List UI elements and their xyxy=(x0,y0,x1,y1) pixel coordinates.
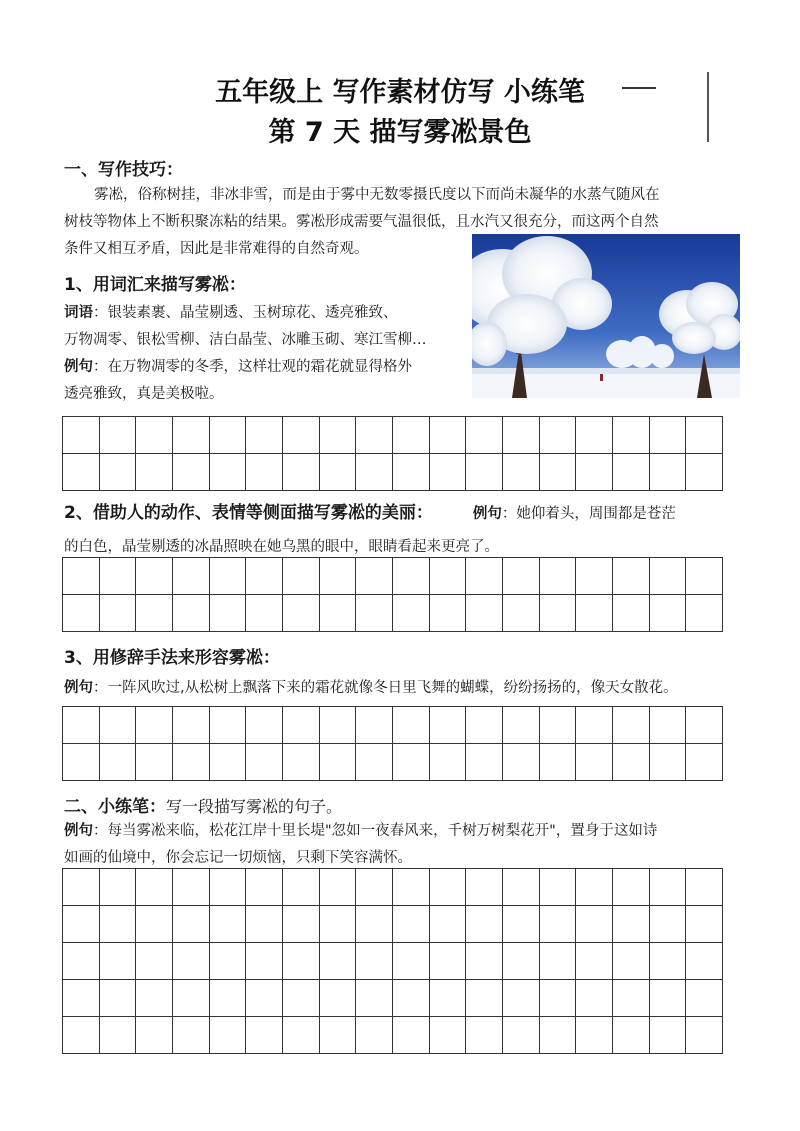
grid-cell[interactable] xyxy=(613,943,650,980)
grid-cell[interactable] xyxy=(430,869,467,906)
grid-cell[interactable] xyxy=(63,417,100,454)
practice-example xyxy=(64,818,764,872)
grid-cell[interactable] xyxy=(283,595,320,632)
grid-cell[interactable] xyxy=(173,1017,210,1054)
part3-example xyxy=(64,675,764,702)
grid-cell[interactable] xyxy=(100,417,137,454)
grid-cell[interactable] xyxy=(393,454,430,491)
grid-cell[interactable] xyxy=(503,595,540,632)
grid-cell[interactable] xyxy=(466,558,503,595)
grid-cell[interactable] xyxy=(246,943,283,980)
grid-cell[interactable] xyxy=(136,417,173,454)
grid-cell[interactable] xyxy=(650,980,687,1017)
grid-cell[interactable] xyxy=(430,980,467,1017)
grid-cell[interactable] xyxy=(283,707,320,744)
grid-cell[interactable] xyxy=(393,980,430,1017)
grid-cell[interactable] xyxy=(393,943,430,980)
part1-content xyxy=(64,300,469,408)
grid-cell[interactable] xyxy=(576,744,613,781)
grid-cell[interactable] xyxy=(686,558,723,595)
grid-cell[interactable] xyxy=(173,744,210,781)
grid-cell[interactable] xyxy=(430,417,467,454)
grid-cell[interactable] xyxy=(466,595,503,632)
grid-cell[interactable] xyxy=(246,595,283,632)
section-heading-techniques: 一、写作技巧： xyxy=(64,160,183,180)
example-label: 例句 xyxy=(64,359,93,375)
grid-cell[interactable] xyxy=(173,417,210,454)
grid-cell[interactable] xyxy=(540,869,577,906)
example-line: 透亮雅致，真是美极啦。 xyxy=(64,386,224,402)
grid-cell[interactable] xyxy=(430,906,467,943)
grid-cell[interactable] xyxy=(63,1017,100,1054)
grid-cell[interactable] xyxy=(503,417,540,454)
grid-cell[interactable] xyxy=(100,707,137,744)
grid-cell[interactable] xyxy=(173,943,210,980)
grid-cell[interactable] xyxy=(100,744,137,781)
grid-cell[interactable] xyxy=(576,980,613,1017)
grid-cell[interactable] xyxy=(466,869,503,906)
example-text: ：每当雾凇来临，松花江岸十里长堤"忽如一夜春风来，千树万树梨花开"，置身于这如诗 xyxy=(93,823,658,839)
grid-cell[interactable] xyxy=(613,869,650,906)
grid-cell[interactable] xyxy=(320,558,357,595)
grid-cell[interactable] xyxy=(246,744,283,781)
grid-cell[interactable] xyxy=(210,595,247,632)
grid-cell[interactable] xyxy=(503,707,540,744)
grid-cell[interactable] xyxy=(650,558,687,595)
example-text: ：一阵风吹过,从松树上飘落下来的霜花就像冬日里飞舞的蝴蝶，纷纷扬扬的，像天女散花。 xyxy=(93,680,678,696)
grid-cell[interactable] xyxy=(320,417,357,454)
grid-cell[interactable] xyxy=(283,454,320,491)
grid-cell[interactable] xyxy=(466,906,503,943)
grid-cell[interactable] xyxy=(136,558,173,595)
grid-cell[interactable] xyxy=(686,943,723,980)
grid-cell[interactable] xyxy=(210,558,247,595)
part3-heading: 3、用修辞手法来形容雾凇： xyxy=(64,648,280,668)
grid-cell[interactable] xyxy=(613,595,650,632)
grid-cell[interactable] xyxy=(320,454,357,491)
grid-cell[interactable] xyxy=(540,707,577,744)
grid-cell[interactable] xyxy=(356,558,393,595)
grid-cell[interactable] xyxy=(650,454,687,491)
grid-cell[interactable] xyxy=(430,1017,467,1054)
grid-cell[interactable] xyxy=(650,943,687,980)
grid-cell[interactable] xyxy=(393,744,430,781)
rime-tree-photo-svg xyxy=(472,234,740,398)
grid-cell[interactable] xyxy=(393,417,430,454)
grid-cell[interactable] xyxy=(356,1017,393,1054)
grid-cell[interactable] xyxy=(63,454,100,491)
grid-cell[interactable] xyxy=(686,869,723,906)
grid-cell[interactable] xyxy=(100,943,137,980)
grid-cell[interactable] xyxy=(173,454,210,491)
grid-cell[interactable] xyxy=(393,1017,430,1054)
intro-line: 树枝等物体上不断积聚冻粘的结果。雾凇形成需要气温很低，且水汽又很充分，而这两个自然 xyxy=(64,214,659,230)
grid-cell[interactable] xyxy=(246,558,283,595)
grid-cell[interactable] xyxy=(136,980,173,1017)
grid-cell[interactable] xyxy=(283,869,320,906)
practice-heading: 二、小练笔： xyxy=(64,797,166,817)
grid-cell[interactable] xyxy=(63,943,100,980)
grid-cell[interactable] xyxy=(503,744,540,781)
grid-cell[interactable] xyxy=(136,707,173,744)
grid-cell[interactable] xyxy=(686,980,723,1017)
grid-cell[interactable] xyxy=(686,1017,723,1054)
intro-line: 条件又相互矛盾，因此是非常难得的自然奇观。 xyxy=(64,241,369,257)
grid-cell[interactable] xyxy=(283,906,320,943)
grid-cell[interactable] xyxy=(356,869,393,906)
grid-cell[interactable] xyxy=(63,558,100,595)
practice-task: 写一段描写雾凇的句子。 xyxy=(166,797,343,816)
grid-cell[interactable] xyxy=(466,707,503,744)
grid-cell[interactable] xyxy=(173,595,210,632)
grid-cell[interactable] xyxy=(686,417,723,454)
grid-cell[interactable] xyxy=(246,454,283,491)
grid-cell[interactable] xyxy=(173,707,210,744)
grid-cell[interactable] xyxy=(63,707,100,744)
grid-cell[interactable] xyxy=(686,906,723,943)
practice-heading-line xyxy=(64,792,342,817)
grid-cell[interactable] xyxy=(173,558,210,595)
grid-cell[interactable] xyxy=(100,869,137,906)
grid-cell[interactable] xyxy=(283,943,320,980)
grid-cell[interactable] xyxy=(100,980,137,1017)
grid-cell[interactable] xyxy=(210,707,247,744)
grid-cell[interactable] xyxy=(320,707,357,744)
writing-grid-3[interactable] xyxy=(62,706,723,781)
grid-cell[interactable] xyxy=(63,869,100,906)
writing-grid-1[interactable] xyxy=(62,416,723,491)
grid-cell[interactable] xyxy=(136,943,173,980)
decorative-vertical-line xyxy=(707,72,709,142)
grid-cell[interactable] xyxy=(100,558,137,595)
grid-cell[interactable] xyxy=(356,417,393,454)
grid-cell[interactable] xyxy=(320,595,357,632)
grid-cell[interactable] xyxy=(283,417,320,454)
grid-cell[interactable] xyxy=(576,869,613,906)
grid-cell[interactable] xyxy=(356,454,393,491)
example-label: 例句 xyxy=(64,823,93,839)
grid-cell[interactable] xyxy=(650,417,687,454)
grid-cell[interactable] xyxy=(613,707,650,744)
grid-cell[interactable] xyxy=(356,707,393,744)
grid-cell[interactable] xyxy=(650,1017,687,1054)
grid-cell[interactable] xyxy=(63,906,100,943)
grid-cell[interactable] xyxy=(283,980,320,1017)
grid-cell[interactable] xyxy=(320,869,357,906)
grid-cell[interactable] xyxy=(393,906,430,943)
grid-cell[interactable] xyxy=(246,417,283,454)
grid-cell[interactable] xyxy=(210,980,247,1017)
grid-cell[interactable] xyxy=(63,980,100,1017)
grid-cell[interactable] xyxy=(540,454,577,491)
grid-cell[interactable] xyxy=(686,744,723,781)
grid-cell[interactable] xyxy=(430,744,467,781)
grid-cell[interactable] xyxy=(100,454,137,491)
grid-cell[interactable] xyxy=(136,454,173,491)
grid-cell[interactable] xyxy=(650,595,687,632)
grid-cell[interactable] xyxy=(246,869,283,906)
grid-cell[interactable] xyxy=(246,980,283,1017)
grid-cell[interactable] xyxy=(576,454,613,491)
grid-cell[interactable] xyxy=(320,1017,357,1054)
grid-cell[interactable] xyxy=(613,906,650,943)
grid-cell[interactable] xyxy=(100,906,137,943)
grid-cell[interactable] xyxy=(650,707,687,744)
grid-cell[interactable] xyxy=(173,869,210,906)
grid-cell[interactable] xyxy=(576,595,613,632)
part2-heading: 2、借助人的动作、表情等侧面描写雾凇的美丽： xyxy=(64,503,433,523)
grid-cell[interactable] xyxy=(576,417,613,454)
grid-cell[interactable] xyxy=(320,943,357,980)
example-text: ：她仰着头，周围都是苍茫 xyxy=(501,506,676,522)
grid-cell[interactable] xyxy=(136,595,173,632)
example-line xyxy=(64,354,469,381)
example-line xyxy=(64,818,764,845)
grid-cell[interactable] xyxy=(283,1017,320,1054)
grid-cell[interactable] xyxy=(100,1017,137,1054)
grid-cell[interactable] xyxy=(136,869,173,906)
grid-cell[interactable] xyxy=(393,558,430,595)
grid-cell[interactable] xyxy=(576,558,613,595)
grid-cell[interactable] xyxy=(540,417,577,454)
grid-cell[interactable] xyxy=(63,744,100,781)
grid-cell[interactable] xyxy=(466,943,503,980)
grid-cell[interactable] xyxy=(613,980,650,1017)
grid-cell[interactable] xyxy=(503,1017,540,1054)
example-text: ：在万物凋零的冬季，这样壮观的霜花就显得格外 xyxy=(93,359,412,375)
rime-tree-photo xyxy=(472,234,740,398)
grid-cell[interactable] xyxy=(210,906,247,943)
grid-cell[interactable] xyxy=(540,595,577,632)
words-line xyxy=(64,300,469,327)
worksheet-subtitle: 第 7 天 描写雾凇景色 xyxy=(268,117,532,148)
grid-cell[interactable] xyxy=(320,980,357,1017)
example-line: 的白色，晶莹剔透的冰晶照映在她乌黑的眼中，眼睛看起来更亮了。 xyxy=(64,539,499,555)
example-line: 如画的仙境中，你会忘记一切烦恼，只剩下笑容满怀。 xyxy=(64,850,412,866)
grid-cell[interactable] xyxy=(540,1017,577,1054)
example-label: 例句 xyxy=(64,680,93,696)
grid-cell[interactable] xyxy=(466,417,503,454)
grid-cell[interactable] xyxy=(210,454,247,491)
decorative-line xyxy=(622,87,656,89)
grid-cell[interactable] xyxy=(356,744,393,781)
grid-cell[interactable] xyxy=(210,943,247,980)
grid-cell[interactable] xyxy=(356,906,393,943)
grid-cell[interactable] xyxy=(503,943,540,980)
grid-cell[interactable] xyxy=(503,906,540,943)
intro-line: 雾凇，俗称树挂，非冰非雪，而是由于雾中无数零摄氏度以下而尚未凝华的水蒸气随风在 xyxy=(94,187,660,203)
grid-cell[interactable] xyxy=(650,869,687,906)
grid-cell[interactable] xyxy=(686,707,723,744)
grid-cell[interactable] xyxy=(686,454,723,491)
words-text: ：银装素裹、晶莹剔透、玉树琼花、透亮雅致、 xyxy=(93,305,398,321)
part2-line xyxy=(64,500,764,528)
grid-cell[interactable] xyxy=(540,558,577,595)
grid-cell[interactable] xyxy=(576,1017,613,1054)
grid-cell[interactable] xyxy=(246,906,283,943)
grid-cell[interactable] xyxy=(466,744,503,781)
grid-cell[interactable] xyxy=(540,744,577,781)
grid-cell[interactable] xyxy=(503,558,540,595)
grid-cell[interactable] xyxy=(430,707,467,744)
worksheet-title: 五年级上 写作素材仿写 小练笔 xyxy=(215,77,585,108)
writing-grid-4[interactable] xyxy=(62,868,723,1054)
grid-cell[interactable] xyxy=(393,869,430,906)
grid-cell[interactable] xyxy=(320,744,357,781)
grid-cell[interactable] xyxy=(503,869,540,906)
grid-cell[interactable] xyxy=(246,1017,283,1054)
grid-cell[interactable] xyxy=(210,744,247,781)
grid-cell[interactable] xyxy=(540,980,577,1017)
grid-cell[interactable] xyxy=(430,943,467,980)
grid-cell[interactable] xyxy=(136,744,173,781)
grid-cell[interactable] xyxy=(173,980,210,1017)
grid-cell[interactable] xyxy=(613,417,650,454)
grid-cell[interactable] xyxy=(540,906,577,943)
grid-cell[interactable] xyxy=(540,943,577,980)
grid-cell[interactable] xyxy=(576,906,613,943)
grid-cell[interactable] xyxy=(686,595,723,632)
grid-cell[interactable] xyxy=(246,707,283,744)
grid-cell[interactable] xyxy=(356,595,393,632)
words-label: 词语 xyxy=(64,305,93,321)
grid-cell[interactable] xyxy=(466,1017,503,1054)
grid-cell[interactable] xyxy=(173,906,210,943)
grid-cell[interactable] xyxy=(503,454,540,491)
grid-cell[interactable] xyxy=(613,558,650,595)
grid-cell[interactable] xyxy=(576,943,613,980)
example-label: 例句 xyxy=(472,506,502,522)
grid-cell[interactable] xyxy=(613,744,650,781)
grid-cell[interactable] xyxy=(63,595,100,632)
grid-cell[interactable] xyxy=(210,869,247,906)
grid-cell[interactable] xyxy=(356,943,393,980)
grid-cell[interactable] xyxy=(430,454,467,491)
grid-cell[interactable] xyxy=(430,595,467,632)
grid-cell[interactable] xyxy=(466,980,503,1017)
grid-cell[interactable] xyxy=(136,906,173,943)
grid-cell[interactable] xyxy=(466,454,503,491)
grid-cell[interactable] xyxy=(283,558,320,595)
part2-content xyxy=(64,500,764,561)
writing-grid-2[interactable] xyxy=(62,557,723,632)
grid-cell[interactable] xyxy=(613,1017,650,1054)
grid-cell[interactable] xyxy=(100,595,137,632)
grid-cell[interactable] xyxy=(210,1017,247,1054)
grid-cell[interactable] xyxy=(393,595,430,632)
grid-cell[interactable] xyxy=(136,1017,173,1054)
grid-cell[interactable] xyxy=(650,744,687,781)
grid-cell[interactable] xyxy=(613,454,650,491)
grid-cell[interactable] xyxy=(503,980,540,1017)
grid-cell[interactable] xyxy=(320,906,357,943)
grid-cell[interactable] xyxy=(430,558,467,595)
words-line: 万物凋零、银松雪柳、洁白晶莹、冰雕玉砌、寒江雪柳… xyxy=(64,332,427,348)
grid-cell[interactable] xyxy=(576,707,613,744)
grid-cell[interactable] xyxy=(356,980,393,1017)
grid-cell[interactable] xyxy=(393,707,430,744)
grid-cell[interactable] xyxy=(650,906,687,943)
grid-cell[interactable] xyxy=(283,744,320,781)
grid-cell[interactable] xyxy=(210,417,247,454)
part1-heading: 1、用词汇来描写雾凇： xyxy=(64,275,246,295)
